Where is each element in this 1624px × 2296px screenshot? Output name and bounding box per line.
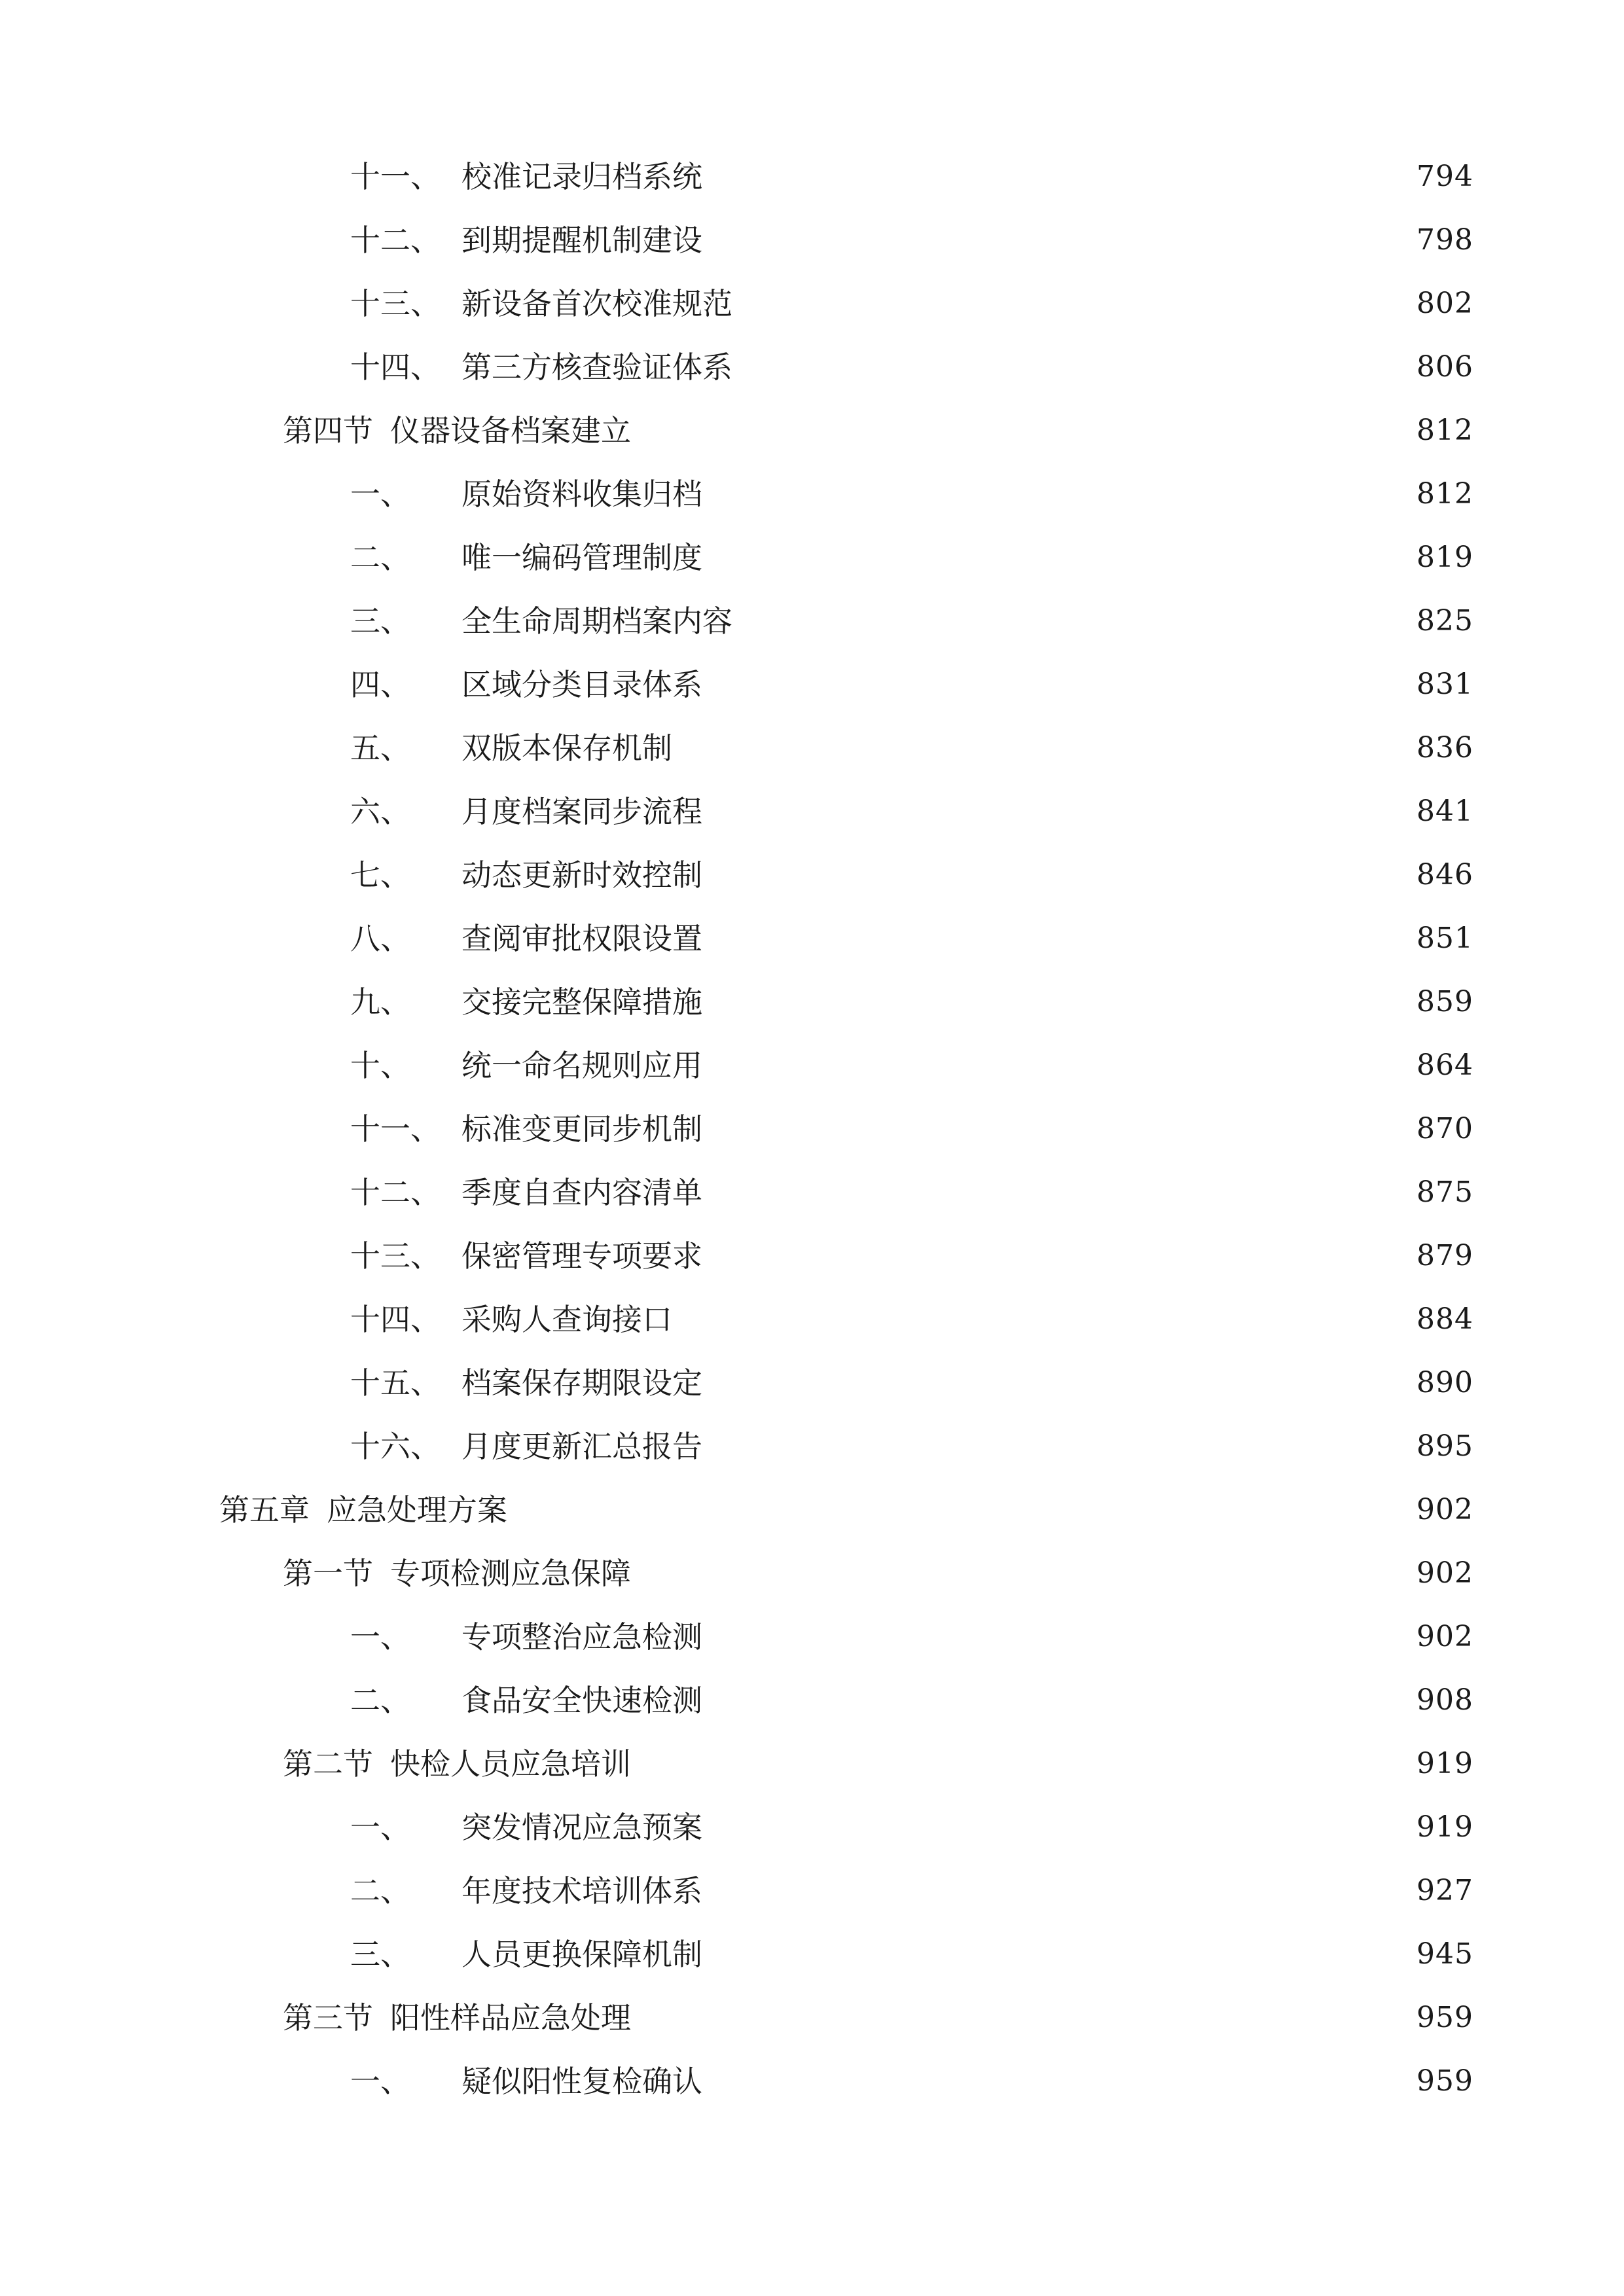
toc-section-entry[interactable] xyxy=(283,408,1473,454)
toc-entry-title: 区域分类目录体系 xyxy=(461,667,702,702)
toc-entry-title: 应急处理方案 xyxy=(327,1492,507,1528)
toc-section-entry[interactable] xyxy=(283,1551,1473,1596)
dot-leader xyxy=(717,2064,1399,2109)
toc-entry-title: 动态更新时效控制 xyxy=(461,857,702,893)
dot-leader xyxy=(717,984,1399,1030)
toc-entry[interactable] xyxy=(350,1360,1473,1406)
toc-entry-title: 新设备首次校准规范 xyxy=(461,286,732,321)
toc-entry-title: 保密管理专项要求 xyxy=(461,1238,702,1274)
toc-entry-number: 十三、 xyxy=(350,1238,441,1274)
dot-leader xyxy=(717,159,1399,205)
toc-entry[interactable] xyxy=(350,281,1473,327)
toc-entry-page: 794 xyxy=(1416,160,1473,193)
toc-entry[interactable] xyxy=(350,1804,1473,1850)
dot-leader xyxy=(645,1746,1399,1792)
toc-entry-number: 三、 xyxy=(350,603,410,639)
toc-entry-page: 836 xyxy=(1416,731,1473,764)
dot-leader xyxy=(645,1556,1399,1602)
toc-entry-page: 945 xyxy=(1416,1937,1473,1971)
dot-leader xyxy=(645,413,1399,459)
toc-entry-page: 819 xyxy=(1416,541,1473,574)
toc-entry[interactable] xyxy=(350,1614,1473,1660)
toc-entry-page: 851 xyxy=(1416,922,1473,955)
toc-entry-title: 专项检测应急保障 xyxy=(390,1556,631,1591)
toc-entry-number: 十二、 xyxy=(350,223,441,258)
toc-section-entry[interactable] xyxy=(283,1741,1473,1787)
toc-entry[interactable] xyxy=(350,725,1473,771)
toc-entry-number: 十一、 xyxy=(350,1111,441,1147)
toc-entry[interactable] xyxy=(350,598,1473,644)
toc-entry-number: 八、 xyxy=(350,921,410,956)
toc-entry-title: 查阅审批权限设置 xyxy=(461,921,702,956)
toc-entry-page: 890 xyxy=(1416,1366,1473,1399)
toc-entry[interactable] xyxy=(350,662,1473,708)
toc-entry[interactable] xyxy=(350,2058,1473,2104)
toc-entry-page: 959 xyxy=(1416,2064,1473,2098)
toc-entry-title: 全生命周期档案内容 xyxy=(461,603,732,639)
dot-leader xyxy=(717,540,1399,586)
toc-entry-number: 二、 xyxy=(350,540,410,575)
toc-entry[interactable] xyxy=(350,979,1473,1025)
toc-entry-number: 第五章 xyxy=(219,1492,310,1528)
dot-leader xyxy=(717,667,1399,713)
toc-entry-number: 第一节 xyxy=(283,1556,373,1591)
toc-entry-number: 第四节 xyxy=(283,413,373,448)
toc-entry-number: 第二节 xyxy=(283,1746,373,1782)
toc-entry-title: 阳性样品应急处理 xyxy=(390,2000,631,2036)
toc-entry-page: 802 xyxy=(1416,287,1473,320)
toc-entry-title: 专项整治应急检测 xyxy=(461,1619,702,1655)
toc-entry-page: 895 xyxy=(1416,1429,1473,1463)
toc-entry[interactable] xyxy=(350,344,1473,390)
toc-entry-title: 档案保存期限设定 xyxy=(461,1365,702,1401)
dot-leader xyxy=(717,223,1399,268)
toc-entry-title: 人员更换保障机制 xyxy=(461,1937,702,1972)
toc-entry[interactable] xyxy=(350,1424,1473,1469)
toc-entry-page: 812 xyxy=(1416,477,1473,511)
toc-entry[interactable] xyxy=(350,471,1473,517)
toc-entry-number: 一、 xyxy=(350,1619,410,1655)
toc-entry-number: 一、 xyxy=(350,476,410,512)
toc-entry-title: 交接完整保障措施 xyxy=(461,984,702,1020)
dot-leader xyxy=(747,603,1399,649)
toc-entry-number: 十、 xyxy=(350,1048,410,1083)
toc-entry-title: 快检人员应急培训 xyxy=(390,1746,631,1782)
toc-entry[interactable] xyxy=(350,1677,1473,1723)
dot-leader xyxy=(522,1492,1399,1538)
dot-leader xyxy=(717,794,1399,840)
toc-entry-title: 到期提醒机制建设 xyxy=(461,223,702,258)
dot-leader xyxy=(717,1048,1399,1094)
toc-entry-page: 859 xyxy=(1416,985,1473,1018)
toc-entry-number: 一、 xyxy=(350,2064,410,2099)
toc-entry-number: 二、 xyxy=(350,1873,410,1909)
toc-entry[interactable] xyxy=(350,852,1473,898)
toc-entry-number: 六、 xyxy=(350,794,410,829)
dot-leader xyxy=(717,476,1399,522)
toc-entry-number: 十一、 xyxy=(350,159,441,194)
toc-entry-title: 第三方核查验证体系 xyxy=(461,350,732,385)
toc-entry-page: 927 xyxy=(1416,1874,1473,1907)
toc-entry-title: 月度档案同步流程 xyxy=(461,794,702,829)
toc-entry-page: 959 xyxy=(1416,2001,1473,2034)
toc-entry-title: 双版本保存机制 xyxy=(461,730,672,766)
toc-entry-page: 919 xyxy=(1416,1747,1473,1780)
toc-entry[interactable] xyxy=(350,1233,1473,1279)
toc-entry[interactable] xyxy=(350,1106,1473,1152)
toc-entry-title: 疑似阳性复检确认 xyxy=(461,2064,702,2099)
toc-entry[interactable] xyxy=(350,789,1473,834)
toc-entry[interactable] xyxy=(350,1297,1473,1342)
toc-entry-page: 846 xyxy=(1416,858,1473,891)
dot-leader xyxy=(717,1429,1399,1475)
toc-entry-number: 七、 xyxy=(350,857,410,893)
dot-leader xyxy=(687,730,1399,776)
toc-entry-title: 采购人查询接口 xyxy=(461,1302,672,1337)
toc-entry[interactable] xyxy=(350,1868,1473,1914)
toc-entry-title: 标准变更同步机制 xyxy=(461,1111,702,1147)
toc-entry-number: 十四、 xyxy=(350,1302,441,1337)
toc-entry-page: 884 xyxy=(1416,1302,1473,1336)
toc-entry-title: 原始资料收集归档 xyxy=(461,476,702,512)
toc-entry-page: 908 xyxy=(1416,1683,1473,1717)
dot-leader xyxy=(717,921,1399,967)
toc-entry-page: 864 xyxy=(1416,1049,1473,1082)
toc-entry-number: 十三、 xyxy=(350,286,441,321)
toc-entry-page: 902 xyxy=(1416,1556,1473,1590)
dot-leader xyxy=(717,1937,1399,1982)
dot-leader xyxy=(717,1873,1399,1919)
toc-entry-number: 十二、 xyxy=(350,1175,441,1210)
toc-entry-number: 十六、 xyxy=(350,1429,441,1464)
toc-entry-page: 870 xyxy=(1416,1112,1473,1145)
toc-entry[interactable] xyxy=(350,217,1473,263)
toc-entry-number: 十五、 xyxy=(350,1365,441,1401)
toc-entry[interactable] xyxy=(350,1931,1473,1977)
toc-entry-number: 二、 xyxy=(350,1683,410,1718)
toc-entry-title: 校准记录归档系统 xyxy=(461,159,702,194)
dot-leader xyxy=(717,1365,1399,1411)
toc-entry-number: 五、 xyxy=(350,730,410,766)
toc-entry[interactable] xyxy=(350,1170,1473,1215)
toc-entry-title: 季度自查内容清单 xyxy=(461,1175,702,1210)
toc-entry-title: 年度技术培训体系 xyxy=(461,1873,702,1909)
toc-entry-number: 一、 xyxy=(350,1810,410,1845)
toc-entry-page: 806 xyxy=(1416,350,1473,384)
toc-entry[interactable] xyxy=(350,154,1473,200)
dot-leader xyxy=(717,1619,1399,1665)
dot-leader xyxy=(717,1111,1399,1157)
dot-leader xyxy=(717,1175,1399,1221)
dot-leader xyxy=(687,1302,1399,1348)
dot-leader xyxy=(747,350,1399,395)
toc-entry-page: 798 xyxy=(1416,223,1473,257)
toc-entry-page: 919 xyxy=(1416,1810,1473,1844)
dot-leader xyxy=(717,857,1399,903)
toc-entry-number: 九、 xyxy=(350,984,410,1020)
dot-leader xyxy=(717,1683,1399,1729)
toc-entry[interactable] xyxy=(350,535,1473,581)
toc-entry-page: 831 xyxy=(1416,668,1473,701)
dot-leader xyxy=(717,1238,1399,1284)
dot-leader xyxy=(747,286,1399,332)
dot-leader xyxy=(645,2000,1399,2046)
toc-entry-title: 统一命名规则应用 xyxy=(461,1048,702,1083)
toc-entry-page: 841 xyxy=(1416,795,1473,828)
toc-entry[interactable] xyxy=(350,916,1473,961)
toc-chapter-entry[interactable] xyxy=(219,1487,1473,1533)
toc-entry-page: 902 xyxy=(1416,1493,1473,1526)
toc-entry-title: 唯一编码管理制度 xyxy=(461,540,702,575)
toc-entry-number: 十四、 xyxy=(350,350,441,385)
toc-entry[interactable] xyxy=(350,1043,1473,1088)
toc-entry-page: 879 xyxy=(1416,1239,1473,1272)
toc-entry-title: 月度更新汇总报告 xyxy=(461,1429,702,1464)
toc-entry-number: 第三节 xyxy=(283,2000,373,2036)
toc-entry-title: 食品安全快速检测 xyxy=(461,1683,702,1718)
toc-entry-page: 812 xyxy=(1416,414,1473,447)
toc-section-entry[interactable] xyxy=(283,1995,1473,2041)
toc-entry-number: 三、 xyxy=(350,1937,410,1972)
dot-leader xyxy=(717,1810,1399,1856)
toc-entry-title: 仪器设备档案建立 xyxy=(390,413,631,448)
toc-entry-page: 875 xyxy=(1416,1175,1473,1209)
toc-entry-page: 902 xyxy=(1416,1620,1473,1653)
toc-entry-page: 825 xyxy=(1416,604,1473,637)
toc-entry-number: 四、 xyxy=(350,667,410,702)
toc-entry-title: 突发情况应急预案 xyxy=(461,1810,702,1845)
